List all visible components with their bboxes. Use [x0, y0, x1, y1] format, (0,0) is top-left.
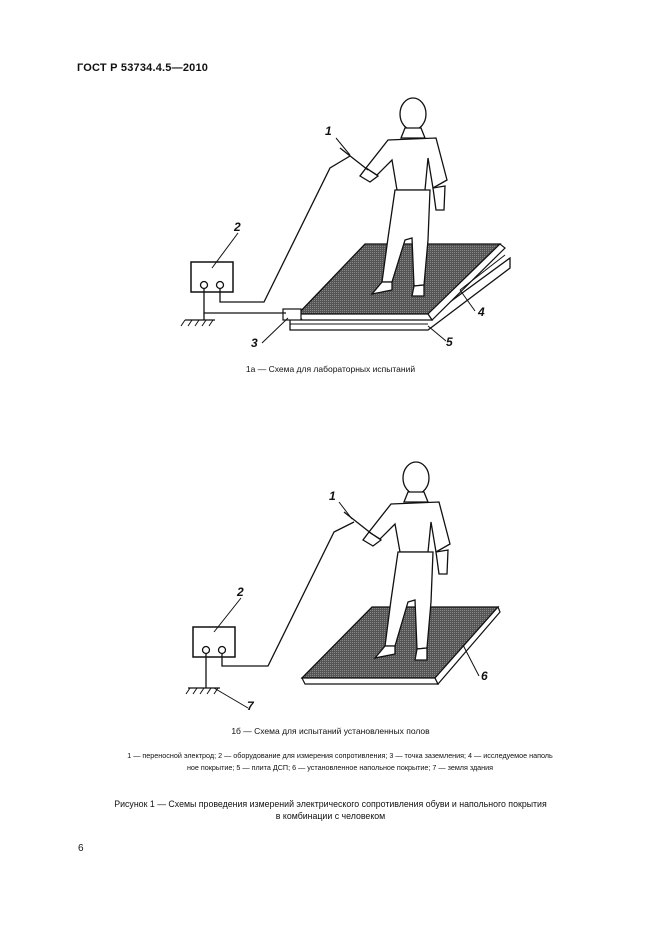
label-1: 1 [325, 124, 332, 138]
page-number: 6 [78, 843, 84, 854]
document-header: ГОСТ Р 53734.4.5—2010 [77, 62, 209, 74]
legend-line-1: 1 — переносной электрод; 2 — оборудование для измерения сопротивления; 3 — точка заземления; 4 — исследуемое наполь [127, 751, 553, 760]
figure-legend [80, 750, 600, 774]
label-2: 2 [234, 220, 241, 234]
grounding-point-block [283, 309, 301, 320]
figure-title-line-2: в комбинации с человеком [275, 811, 386, 821]
label-4: 4 [478, 305, 485, 319]
label-5: 5 [446, 335, 453, 349]
resistance-meter [191, 262, 233, 292]
figure-title-line-1: Рисунок 1 — Схемы проведения измерений электрического сопротивления обуви и напольного покрытия [114, 799, 547, 809]
label-2: 2 [237, 585, 244, 599]
figure-1a-diagram [0, 90, 661, 360]
caption-1a: 1а — Схема для лабораторных испытаний [245, 364, 416, 374]
figure-1b-diagram [0, 455, 661, 713]
caption-1b: 1б — Схема для испытаний установленных полов [231, 726, 430, 736]
label-3: 3 [251, 336, 258, 350]
label-7: 7 [247, 699, 254, 713]
figure-title [0, 798, 661, 822]
legend-line-2: ное покрытие; 5 — плита ДСП; 6 — установленное напольное покрытие; 7 — земля здания [186, 763, 494, 772]
label-1: 1 [329, 489, 336, 503]
label-6: 6 [481, 669, 488, 683]
